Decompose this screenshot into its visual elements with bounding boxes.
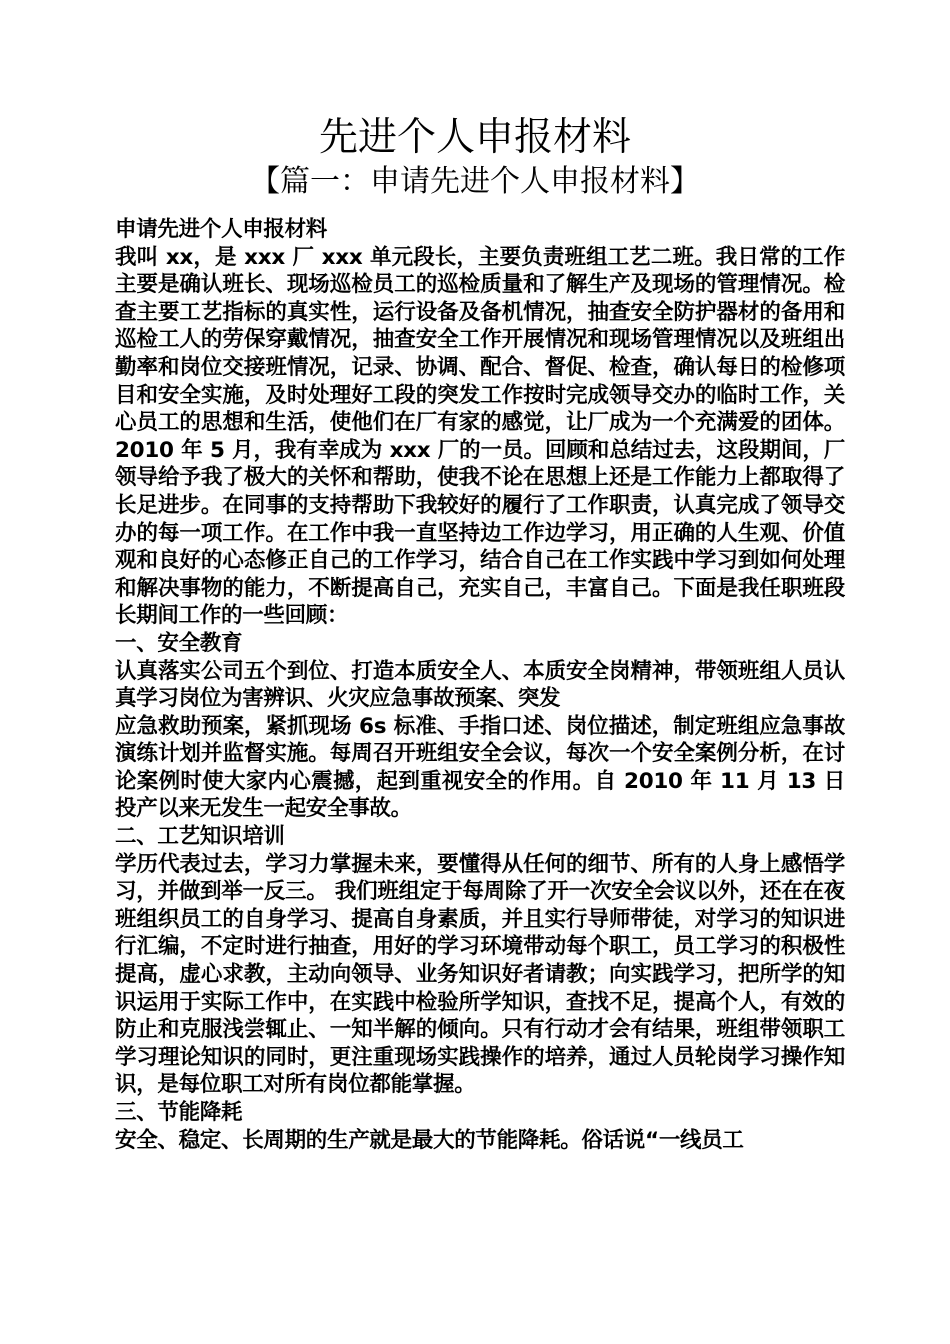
section-heading: 申请先进个人申报材料 [115,217,328,242]
document-subtitle: 【篇一：申请先进个人申报材料】 [250,164,700,199]
paragraph-energy-saving: 安全、稳定、长周期的生产就是最大的节能降耗。俗话说“一线员工 [115,1127,744,1153]
paragraph-process-training: 学历代表过去，学习力掌握未来，要懂得从任何的细节、所有的人身上感悟学习，并做到举一反三。 我们班组定于每周除了开一次安全会议以外，还在在夜班组织员工的自身学习、提高自身素质，并且实行导师带徒，对学习的知识进行汇编，不定时进行抽查，用好的学习环境带动每个职工，员工学习的积极性提高，虚心求教，主动向领导、业务知识好者请教；向实践学习，把所学的知识运用于实际工作中，在实践中检验所学知识，查找不足，提高个人，有效的防止和克服浅尝辄止、一知半解的倾向。只有行动才会有结果，班组带领职工学习理论知识的同时，更注重现场实践操作的培养，通过人员轮岗学习操作知识，是每位职工对所有岗位都能掌握。 [115,851,845,1098]
heading-safety-education: 一、安全教育 [115,630,243,656]
paragraph-safety-a: 认真落实公司五个到位、打造本质安全人、本质安全岗精神，带领班组人员认真学习岗位为害辨识、火灾应急事故预案、突发 [115,658,845,712]
paragraph-safety-b: 应急救助预案，紧抓现场 6s 标准、手指口述、岗位描述，制定班组应急事故演练计划并监督实施。每周召开班组安全会议，每次一个安全案例分析，在讨论案例时使大家内心震撼，起到重视安全的作用。自 2010 年 11 月 13 日投产以来无发生一起安全事故。 [115,713,845,822]
document-title: 先进个人申报材料 [318,115,631,160]
document-body [115,216,845,1154]
paragraph-intro: 我叫 xx，是 xxx 厂 xxx 单元段长，主要负责班组工艺二班。我日常的工作主要是确认班长、现场巡检员工的巡检质量和了解生产及现场的管理情况。检查主要工艺指标的真实性，运行设备及备机情况，抽查安全防护器材的备用和巡检工人的劳保穿戴情况，抽查安全工作开展情况和现场管理情况以及班组出勤率和岗位交接班情况，记录、协调、配合、督促、检查，确认每日的检修项目和安全实施，及时处理好工段的突发工作按时完成领导交办的临时工作，关心员工的思想和生活，使他们在厂有家的感觉，让厂成为一个充满爱的团体。 2010 年 5 月，我有幸成为 xxx 厂的一员。回顾和总结过去，这段期间，厂领导给予我了极大的关怀和帮助，使我不论在思想上还是工作能力上都取得了长足进步。在同事的支持帮助下我较好的履行了工作职责，认真完成了领导交办的每一项工作。在工作中我一直坚持边工作边学习，用正确的人生观、价值观和良好的心态修正自己的工作学习，结合自己在工作实践中学习到如何处理和解决事物的能力，不断提高自己，充实自己，丰富自己。下面是我任职班段长期间工作的一些回顾： [115,244,845,629]
heading-energy-saving: 三、节能降耗 [115,1100,243,1125]
heading-process-training: 二、工艺知识培训 [115,824,285,850]
